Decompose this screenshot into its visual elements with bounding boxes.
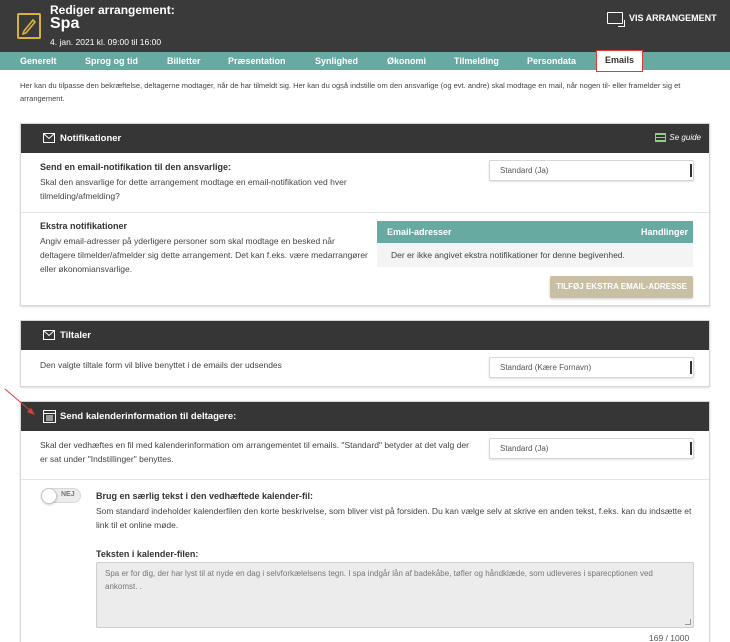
send-notification-desc: Skal den ansvarlige for dette arrangement modtage en email-notifikation ved hver tilmelding/afmelding?	[40, 177, 347, 201]
envelope-icon	[43, 330, 55, 340]
intro-text: Her kan du tilpasse den bekræftelse, deltagerne modtager, når de har tilmeldt sig. Her kan du også indstille om den ansvarlige (og evt. andre) skal modtage en mail, når nogen til- eller framelder sig et arrangement.	[20, 81, 681, 103]
toggle-knob	[41, 488, 57, 504]
guide-label: Se guide	[669, 133, 701, 142]
select-arrow-icon	[690, 361, 692, 374]
event-date: 4. jan. 2021 kl. 09:00 til 16:00	[50, 37, 162, 47]
tab-generelt[interactable]: Generelt	[20, 56, 57, 66]
character-counter: 169 / 1000	[649, 633, 690, 642]
view-event-label: VIS ARRANGEMENT	[629, 13, 717, 23]
calendar-text-value: Spa er for dig, der har lyst til at nyde en dag i selvforkælelsens tegn. I spa indgår lån af badekåbe, tøfler og håndklæde, som udleveres i sparecptionen ved ankomst. .	[105, 569, 653, 591]
send-notification-select[interactable]	[489, 160, 694, 181]
extra-email-table-header	[377, 221, 693, 243]
extra-notifications-desc: Angiv email-adresser på yderligere personer som skal modtage en besked når deltagere tilmelder/afmelder sig dette arrangement. Det kan f.eks. være medarrangører eller økonomiansvarlige.	[40, 236, 368, 274]
select-arrow-icon	[690, 164, 692, 177]
custom-text-title: Brug en særlig tekst i den vedhæftede kalender-fil:	[96, 491, 314, 501]
external-view-icon	[607, 12, 623, 24]
calendar-title: Send kalenderinformation til deltagere:	[60, 411, 237, 422]
resize-grip-icon[interactable]	[685, 619, 691, 625]
salutation-desc: Den valgte tiltale form vil blive benyttet i de emails der udsendes	[40, 360, 282, 370]
edit-note-icon	[17, 13, 41, 39]
custom-text-desc: Som standard indeholder kalenderfilen den korte beskrivelse, som bliver vist på forsiden. Du kan vælge selv at skrive en anden tekst, f.eks. kan du indsætte et link til et online møde.	[96, 506, 692, 530]
calendar-icon	[43, 409, 56, 423]
toggle-label: NEJ	[61, 491, 75, 498]
event-title: Spa	[50, 15, 80, 32]
empty-table-row: Der er ikke angivet ekstra notifikationer for denne begivenhed.	[377, 243, 693, 267]
send-notification-title: Send en email-notifikation til den ansvarlige:	[40, 162, 232, 172]
notifications-panel	[20, 123, 710, 306]
salutation-header	[21, 321, 709, 350]
tab-sprog-og-tid[interactable]: Sprog og tid	[85, 56, 138, 66]
extra-email-table	[377, 221, 693, 291]
tab-synlighed[interactable]: Synlighed	[315, 56, 359, 66]
header-subtitle: Rediger arrangement:	[50, 3, 175, 17]
top-header	[0, 0, 730, 52]
envelope-icon	[43, 133, 55, 143]
calendar-select[interactable]	[489, 438, 694, 459]
select-arrow-icon	[690, 442, 692, 455]
calendar-text-area[interactable]	[96, 562, 694, 628]
add-extra-email-button[interactable]: TILFØJ EKSTRA EMAIL-ADRESSE	[550, 276, 693, 298]
divider	[21, 212, 709, 213]
divider	[21, 479, 709, 480]
salutation-value: Standard (Kære Fornavn)	[500, 363, 592, 372]
notifications-title: Notifikationer	[60, 133, 122, 144]
tab-billetter[interactable]: Billetter	[167, 56, 201, 66]
calendar-header	[21, 402, 709, 431]
guide-icon	[655, 133, 666, 142]
tab-tilmelding[interactable]: Tilmelding	[454, 56, 499, 66]
salutation-title: Tiltaler	[60, 330, 91, 341]
salutation-select[interactable]	[489, 357, 694, 378]
tab-praesentation[interactable]: Præsentation	[228, 56, 286, 66]
calendar-desc: Skal der vedhæftes en fil med kalenderinformation om arrangementet til emails. "Standard" betyder at det valg der er sat under "Indstillinger" benyttes.	[40, 440, 469, 464]
calendar-select-value: Standard (Ja)	[500, 444, 549, 453]
calendar-panel	[20, 401, 710, 642]
tab-persondata[interactable]: Persondata	[527, 56, 577, 66]
extra-notifications-title: Ekstra notifikationer	[40, 221, 128, 231]
salutation-panel	[20, 320, 710, 387]
send-notification-value: Standard (Ja)	[500, 166, 549, 175]
col-email-addresses: Email-adresser	[387, 227, 452, 237]
tab-emails[interactable]: Emails	[596, 50, 643, 72]
col-actions: Handlinger	[640, 227, 688, 237]
custom-text-toggle[interactable]	[41, 488, 81, 503]
notifications-header	[21, 124, 709, 153]
tab-bar	[0, 52, 730, 70]
calendar-text-label: Teksten i kalender-filen:	[96, 549, 199, 559]
guide-link[interactable]	[655, 133, 701, 142]
tab-okonomi[interactable]: Økonomi	[387, 56, 427, 66]
view-event-button[interactable]	[607, 12, 717, 24]
